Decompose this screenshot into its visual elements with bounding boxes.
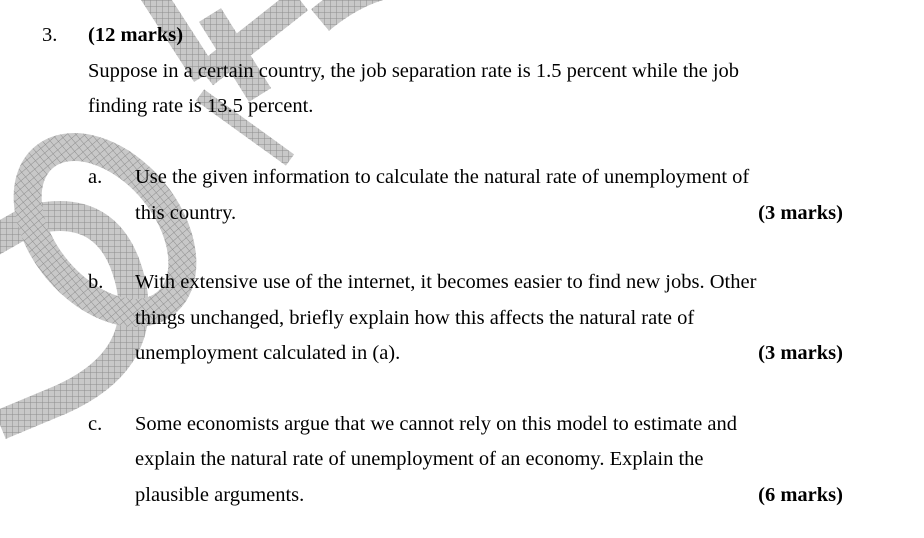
part-c-label: c. [88, 413, 103, 435]
part-c-line-3: plausible arguments. [135, 484, 305, 506]
part-b-label: b. [88, 271, 104, 293]
intro-line-2: finding rate is 13.5 percent. [88, 95, 314, 117]
part-b-line-2: things unchanged, briefly explain how this affects the natural rate of [135, 307, 695, 329]
part-a-line-2: this country. [135, 202, 237, 224]
part-b-line-3: unemployment calculated in (a). [135, 342, 401, 364]
part-c-line-2: explain the natural rate of unemployment of an economy. Explain the [135, 448, 704, 470]
part-a-marks: (3 marks) [758, 202, 843, 224]
question-marks-header: (12 marks) [88, 24, 184, 46]
part-c-line-1: Some economists argue that we cannot rely on this model to estimate and [135, 413, 737, 435]
part-c-marks: (6 marks) [758, 484, 843, 506]
question-number: 3. [42, 24, 58, 46]
part-a-line-1: Use the given information to calculate the natural rate of unemployment of [135, 166, 750, 188]
intro-line-1: Suppose in a certain country, the job separation rate is 1.5 percent while the job [88, 60, 740, 82]
part-b-marks: (3 marks) [758, 342, 843, 364]
part-b-line-1: With extensive use of the internet, it becomes easier to find new jobs. Other [135, 271, 757, 293]
part-a-label: a. [88, 166, 103, 188]
